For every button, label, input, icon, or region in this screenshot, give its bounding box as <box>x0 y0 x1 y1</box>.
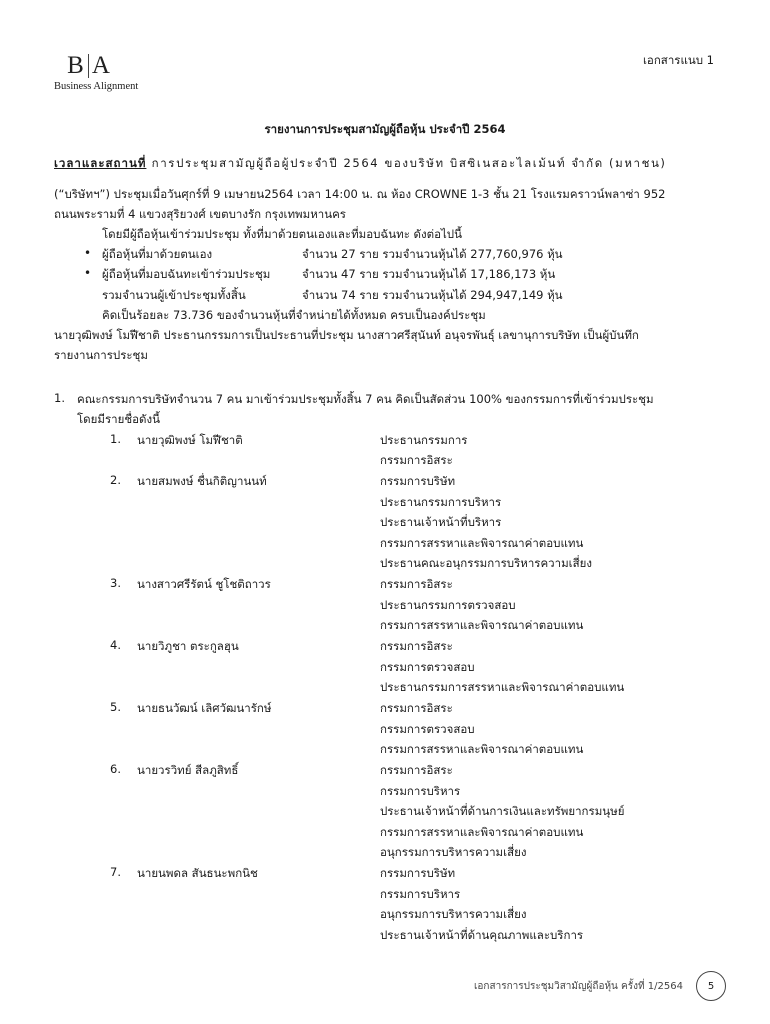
intro-line-1 <box>54 155 667 173</box>
page-number-badge <box>696 971 726 1001</box>
logo-mark <box>54 52 124 80</box>
company-logo <box>54 52 164 92</box>
director-position: ประธานกรรมการบริหาร <box>380 495 502 509</box>
intro-line-4: โดยมีผู้ถือหุ้นเข้าร่วมประชุม ทั้งที่มาด้วยตนเองและที่มอบฉันทะ ดังต่อไปนี้ <box>102 227 462 241</box>
director-number: 2. <box>110 473 121 487</box>
director-position: กรรมการตรวจสอบ <box>380 660 475 674</box>
director-position: ประธานเจ้าหน้าที่บริหาร <box>380 515 502 529</box>
director-number: 5. <box>110 700 121 714</box>
director-position: ประธานเจ้าหน้าที่ด้านการเงินและทรัพยากรมนุษย์ <box>380 804 625 818</box>
director-position: กรรมการสรรหาและพิจารณาค่าตอบแทน <box>380 618 584 632</box>
director-position: อนุกรรมการบริหารความเสี่ยง <box>380 845 527 859</box>
director-position: อนุกรรมการบริหารความเสี่ยง <box>380 907 527 921</box>
director-position: กรรมการสรรหาและพิจารณาค่าตอบแทน <box>380 742 584 756</box>
director-position: กรรมการบริษัท <box>380 474 456 488</box>
director-name: นายสมพงษ์ ชื่นกิติญานนท์ <box>137 474 267 488</box>
director-name: นายธนวัฒน์ เลิศวัฒนารักษ์ <box>137 701 272 715</box>
director-position: ประธานกรรมการ <box>380 433 468 447</box>
logo-letter-a: A <box>91 52 111 79</box>
chair-line-2: รายงานการประชุม <box>54 348 148 362</box>
director-number: 7. <box>110 865 121 879</box>
director-position: กรรมการอิสระ <box>380 577 453 591</box>
quorum-percent-line: คิดเป็นร้อยละ 73.736 ของจำนวนหุ้นที่จำหน่ายได้ทั้งหมด ครบเป็นองค์ประชุม <box>102 308 486 322</box>
logo-company-name: Business Alignment <box>54 81 139 92</box>
director-number: 1. <box>110 432 121 446</box>
director-number: 6. <box>110 762 121 776</box>
section-1-number: 1. <box>54 391 65 405</box>
director-position: กรรมการบริหาร <box>380 887 461 901</box>
chair-line-1: นายวุฒิพงษ์ โมฬีชาติ ประธานกรรมการเป็นประธานที่ประชุม นางสาวศรีสุนันท์ อนุจรพันธุ์ เลขานุการบริษัท เป็นผู้บันทึก <box>54 328 639 342</box>
section-1-line-1: คณะกรรมการบริษัทจำนวน 7 คน มาเข้าร่วมประชุมทั้งสิ้น 7 คน คิดเป็นสัดส่วน 100% ของกรรมการที่เข้าร่วมประชุม <box>77 392 654 406</box>
director-position: กรรมการอิสระ <box>380 453 453 467</box>
director-position: กรรมการอิสระ <box>380 639 453 653</box>
director-position: ประธานเจ้าหน้าที่ด้านคุณภาพและบริการ <box>380 928 584 942</box>
attendance-label-proxy: ผู้ถือหุ้นที่มอบฉันทะเข้าร่วมประชุม <box>102 267 271 281</box>
attendance-detail-self: จำนวน 27 ราย รวมจำนวนหุ้นได้ 277,760,976 หุ้น <box>302 247 563 261</box>
director-position: กรรมการบริษัท <box>380 866 456 880</box>
director-position: กรรมการตรวจสอบ <box>380 722 475 736</box>
intro-line-3: ถนนพระรามที่ 4 แขวงสุริยวงศ์ เขตบางรัก กรุงเทพมหานคร <box>54 207 346 221</box>
director-name: นายวิภูชา ตระกูลฮุน <box>137 639 239 653</box>
director-position: กรรมการสรรหาและพิจารณาค่าตอบแทน <box>380 825 584 839</box>
director-number: 3. <box>110 576 121 590</box>
director-position: กรรมการบริหาร <box>380 784 461 798</box>
director-position: กรรมการอิสระ <box>380 763 453 777</box>
attendance-total-label: รวมจำนวนผู้เข้าประชุมทั้งสิ้น <box>102 288 246 302</box>
director-position: กรรมการสรรหาและพิจารณาค่าตอบแทน <box>380 536 584 550</box>
director-position: ประธานกรรมการสรรหาและพิจารณาค่าตอบแทน <box>380 680 625 694</box>
logo-divider <box>88 54 89 78</box>
bullet-dot: • <box>84 266 92 280</box>
intro-text-1: การประชุมสามัญผู้ถือผู้ประจำปี 2564 ของบริษัท บิสซิเนสอะไลเม้นท์ จำกัด (มหาชน) <box>146 156 667 170</box>
attachment-label: เอกสารแนบ 1 <box>643 53 714 67</box>
director-name: นายวุฒิพงษ์ โมฬีชาติ <box>137 433 243 447</box>
director-position: ประธานกรรมการตรวจสอบ <box>380 598 516 612</box>
time-place-label: เวลาและสถานที่ <box>54 156 147 170</box>
logo-letter-b: B <box>67 52 85 79</box>
document-title: รายงานการประชุมสามัญผู้ถือหุ้น ประจำปี 2564 <box>264 122 506 136</box>
attendance-detail-proxy: จำนวน 47 ราย รวมจำนวนหุ้นได้ 17,186,173 หุ้น <box>302 267 556 281</box>
footer-text: เอกสารการประชุมวิสามัญผู้ถือหุ้น ครั้งที่ 1/2564 <box>474 981 683 992</box>
attendance-label-self: ผู้ถือหุ้นที่มาด้วยตนเอง <box>102 247 213 261</box>
intro-line-2: (“บริษัทฯ”) ประชุมเมื่อวันศุกร์ที่ 9 เมษายน2564 เวลา 14:00 น. ณ ห้อง CROWNE 1-3 ชั้น 21 โรงแรมคราวน์พลาซ่า 952 <box>54 187 666 201</box>
director-position: ประธานคณะอนุกรรมการบริหารความเสี่ยง <box>380 556 592 570</box>
page-number: 5 <box>707 980 715 992</box>
bullet-dot: • <box>84 246 92 260</box>
director-position: กรรมการอิสระ <box>380 701 453 715</box>
attendance-total-detail: จำนวน 74 ราย รวมจำนวนหุ้นได้ 294,947,149 หุ้น <box>302 288 563 302</box>
director-name: นายนพดล สันธนะพกนิช <box>137 866 258 880</box>
director-name: นายวรวิทย์ สีลภูสิทธิ์ <box>137 763 239 777</box>
director-number: 4. <box>110 638 121 652</box>
director-name: นางสาวศรีรัตน์ ชูโชติถาวร <box>137 577 271 591</box>
section-1-line-2: โดยมีรายชื่อดังนี้ <box>77 412 160 426</box>
